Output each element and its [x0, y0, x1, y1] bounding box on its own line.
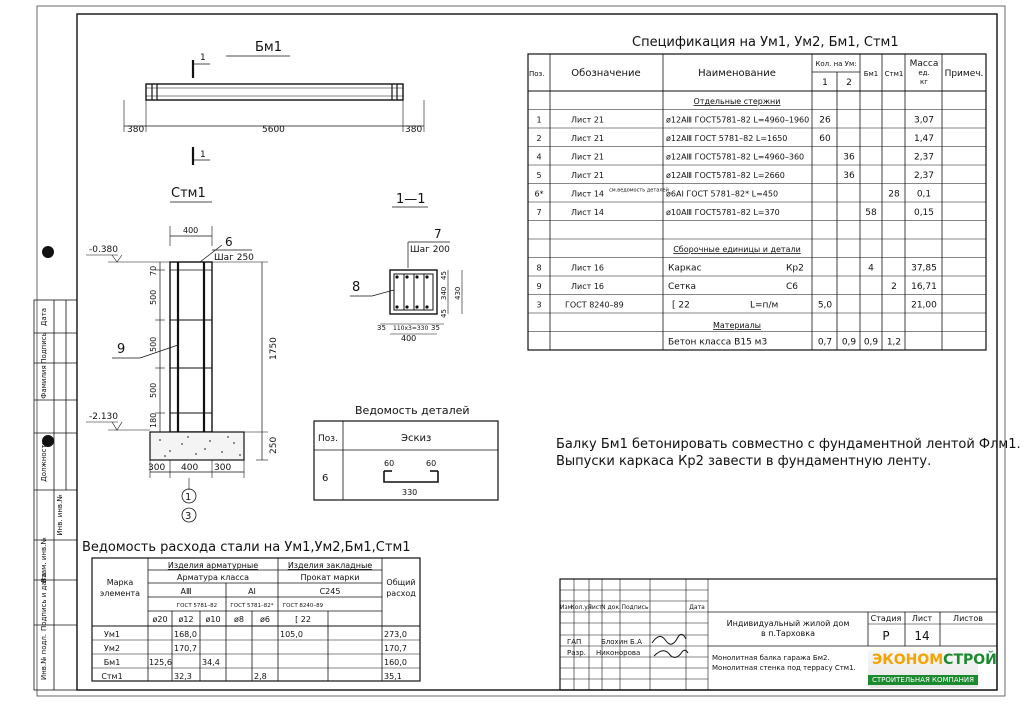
stm1-callout-step: Шаг 250	[214, 253, 254, 263]
logo-word-2: СТРОЙ	[943, 652, 997, 668]
side-label-4: Инв. инв.№	[56, 494, 64, 536]
stm1-callout-num: 6	[225, 235, 233, 249]
spec-row-pos: 3	[536, 300, 542, 310]
spec-row-mass: 16,71	[911, 282, 937, 292]
spec-row-mass: 2,37	[913, 171, 935, 181]
spec-row-designation: Лист 21	[571, 134, 604, 143]
spec-row-name: ø12AⅢ ГОСТ5781–82 L=4960–360	[666, 152, 805, 162]
stm1-vdim-5: 180	[149, 412, 158, 428]
spec-h-mass: Масса ед. кг	[909, 59, 939, 86]
steel-row-c3: 34,4	[202, 658, 220, 667]
tb-sheet: 14	[914, 629, 930, 643]
steel-row-total: 170,7	[384, 644, 407, 653]
steel-h-gost2: ГОСТ 5781–82*	[230, 603, 274, 609]
note-line-2: Выпуски каркаса Кр2 завести в фундаментную ленту.	[556, 454, 932, 469]
spec-row-name: [ 22	[672, 300, 690, 311]
steel-row-total: 35,1	[384, 672, 402, 681]
stm1-vdim-3: 500	[149, 336, 158, 352]
tb-sheets-h: Листов	[953, 614, 983, 623]
stm1-vdim-2: 500	[149, 289, 158, 305]
stm1-bdim-2: 400	[181, 463, 199, 473]
steel-row-c1: 125,6	[149, 658, 172, 667]
spec-row-q1: 60	[819, 134, 831, 144]
details-h-pos: Поз.	[318, 434, 338, 444]
details-table	[314, 404, 498, 500]
spec-row-pos: 8	[536, 263, 542, 273]
spec-row-stm1: 28	[888, 189, 900, 200]
spec-row-name: ø12AⅢ ГОСТ 5781–82 L=1650	[666, 134, 788, 143]
details-title: Ведомость деталей	[355, 404, 470, 417]
stm1-vdim-4: 500	[149, 382, 158, 398]
stm1-axis-3: 3	[185, 511, 192, 522]
steel-h-c245: С245	[319, 587, 341, 596]
spec-h-bm1: Бм1	[863, 70, 879, 78]
stm1-vdim-1: 70	[149, 265, 158, 276]
spec-row-q1: 5,0	[817, 300, 833, 311]
general-note	[556, 436, 1021, 470]
steel-row-total: 160,0	[384, 658, 407, 667]
steel-row-c2: 168,0	[174, 630, 197, 639]
stm1-top-width: 400	[183, 226, 199, 235]
steel-h-arm: Изделия арматурные	[167, 561, 259, 570]
details-row-pos: 6	[322, 473, 329, 484]
spec-row-name-right: L=п/м	[750, 300, 779, 311]
steel-table	[82, 540, 420, 681]
spec-row-designation-note: см.ведомость деталей	[609, 187, 669, 194]
spec-row-q2: 36	[843, 171, 855, 181]
steel-h-total: Общий расход	[386, 578, 416, 598]
stm1-title: Стм1	[171, 186, 206, 201]
section-bdim-edge2: 35	[431, 324, 440, 332]
stm1-bdim-3: 300	[214, 463, 232, 473]
spec-row-name: ø12AⅢ ГОСТ5781–82 L=2660	[666, 171, 785, 180]
spec-row-designation: Лист 21	[571, 152, 604, 162]
spec-title: Спецификация на Ум1, Ум2, Бм1, Стм1	[632, 35, 899, 50]
steel-row-c6: 105,0	[280, 630, 303, 639]
spec-row-bm1: 4	[868, 263, 874, 274]
spec-row-name: Сетка	[668, 282, 697, 292]
spec-h-note: Примеч.	[944, 69, 984, 79]
spec-material-q1: 0,7	[817, 337, 833, 348]
side-label-5: Взам. инв.№	[40, 537, 48, 583]
spec-row-name-right: С6	[786, 282, 799, 292]
punch-hole-top	[42, 246, 54, 258]
spec-row-designation: Лист 21	[571, 171, 604, 180]
spec-h-pos: Поз.	[529, 70, 545, 78]
spec-row-mass: 0,15	[913, 208, 935, 218]
tb-gap-name: Блохин Б.А	[601, 638, 642, 646]
logo-brand	[872, 652, 997, 668]
company-logo	[868, 650, 997, 688]
spec-h-name: Наименование	[698, 68, 776, 79]
section-bdim-inner: 110x3=330	[393, 325, 429, 332]
spec-row-pos: 7	[536, 208, 542, 217]
side-label-0: Дата	[40, 307, 48, 327]
spec-row-mass: 2,37	[913, 152, 935, 163]
spec-row-bm1: 58	[865, 208, 877, 218]
tb-h: Кол.уч	[570, 604, 592, 611]
bm1-dim-right: 380	[405, 125, 423, 135]
spec-row-designation: Лист 14	[571, 189, 604, 199]
steel-h-arm-class: Арматура класса	[177, 573, 249, 582]
steel-h-a1: AⅠ	[248, 587, 256, 596]
tb-stage: Р	[882, 629, 890, 643]
spec-row-name: ø12AⅢ ГОСТ5781–82 L=4960–1960	[666, 115, 810, 125]
tb-h: Подпись	[621, 604, 649, 611]
stm1-base-height: 250	[269, 436, 279, 454]
spec-row-designation: Лист 14	[571, 208, 604, 217]
side-label-3: Должность	[40, 440, 48, 482]
steel-row-c2: 170,7	[174, 644, 197, 653]
stm1-left-callout: 9	[117, 342, 126, 357]
side-label-1: Подпись	[40, 332, 48, 364]
steel-h-col: ø12	[178, 615, 194, 624]
spec-h-qty1: 1	[822, 78, 828, 88]
stm1-level-top: -0.380	[89, 245, 119, 255]
note-line-1: Балку Бм1 бетонировать совместно с фундаментной лентой Флм1.	[556, 437, 1021, 452]
details-sketch-dim-3: 330	[402, 488, 418, 497]
steel-row-mark: Бм1	[103, 658, 121, 667]
steel-row-c5: 2,8	[254, 672, 267, 681]
tb-h: Изм.	[559, 604, 575, 611]
steel-row-mark: Ум1	[104, 630, 120, 639]
tb-gap-role: ГАП	[567, 638, 582, 646]
tb-dev-name: Никонорова	[596, 649, 641, 657]
steel-h-prokat: Прокат марки	[300, 573, 360, 582]
spec-table	[528, 35, 986, 350]
spec-row-designation: Лист 16	[571, 263, 604, 273]
spec-row-pos: 2	[536, 134, 542, 143]
steel-row-total: 273,0	[384, 630, 407, 639]
stm1-total-height: 1750	[269, 337, 279, 360]
spec-row-mass: 3,07	[913, 115, 935, 126]
steel-h-gost3: ГОСТ 8240–89	[282, 603, 324, 609]
bm1-title: Бм1	[255, 40, 282, 55]
spec-row-mass: 0,1	[916, 189, 932, 200]
logo-tagline: СТРОИТЕЛЬНАЯ КОМПАНИЯ	[868, 675, 978, 685]
spec-material-stm1: 1,2	[886, 337, 902, 348]
steel-row-c2: 32,3	[174, 672, 192, 681]
stm1-axis-1: 1	[185, 492, 192, 503]
steel-title: Ведомость расхода стали на Ум1,Ум2,Бм1,Стм1	[82, 540, 411, 555]
spec-row-name: ø6AⅠ ГОСТ 5781–82* L=450	[666, 189, 779, 199]
spec-row-designation: Лист 16	[571, 282, 604, 291]
bm1-section-marker-bottom: 1	[200, 150, 206, 160]
spec-material-name: Бетон класса В15 м3	[668, 337, 768, 348]
steel-h-mark: Марка элемента	[99, 578, 141, 598]
bm1-dim-left: 380	[127, 125, 145, 135]
side-label-6: Подпись и дата	[40, 573, 48, 631]
spec-row-name-right: Кр2	[786, 263, 804, 274]
side-label-7: Инв.№ подл.	[40, 633, 48, 681]
steel-h-col: [ 22	[295, 615, 311, 624]
section-rdim-4: 45	[440, 309, 448, 318]
section-bdim-total: 400	[401, 334, 417, 343]
section-rdim-3: 430	[454, 286, 462, 300]
section-callout-num: 7	[434, 227, 442, 241]
spec-material-bm1: 0,9	[863, 337, 879, 348]
bm1-dim-main: 5600	[262, 125, 285, 135]
steel-h-col: ø6	[260, 615, 270, 624]
section-rdim-2: 340	[440, 286, 448, 300]
spec-row-pos: 9	[536, 282, 542, 291]
tb-h: N док.	[601, 604, 621, 611]
spec-row-mass: 37,85	[911, 263, 937, 274]
bm1-elevation	[124, 40, 424, 165]
tb-h: Дата	[689, 604, 705, 611]
spec-row-stm1: 2	[891, 282, 897, 292]
steel-h-col: ø10	[205, 615, 221, 624]
steel-h-col: ø8	[234, 615, 244, 624]
stm1-level-bottom: -2.130	[89, 412, 119, 422]
spec-h-qty2: 2	[846, 78, 852, 88]
spec-row-q1: 26	[819, 115, 831, 126]
details-sketch-dim-2: 60	[426, 459, 437, 468]
steel-row-mark: Стм1	[101, 672, 123, 681]
spec-h-qty-group: Кол. на Ум:	[815, 60, 857, 68]
logo-word-1: ЭКОНОМ	[872, 652, 944, 668]
spec-group-2: Сборочные единицы и детали	[673, 245, 801, 254]
steel-h-col: ø20	[152, 615, 168, 624]
stm1-bdim-1: 300	[148, 463, 166, 473]
spec-row-name: Каркас	[668, 263, 702, 274]
details-sketch-dim-1: 60	[384, 459, 395, 468]
tb-sheet-h: Лист	[911, 614, 933, 623]
details-h-sketch: Эскиз	[401, 433, 432, 444]
tb-dev-role: Разр.	[567, 649, 586, 657]
spec-row-pos: 4	[536, 152, 542, 162]
spec-row-pos: 1	[536, 115, 542, 125]
tb-stage-h: Стадия	[870, 614, 902, 623]
spec-row-name: ø10AⅢ ГОСТ5781–82 L=370	[666, 208, 780, 217]
section-left-callout: 8	[352, 280, 361, 295]
steel-row-mark: Ум2	[104, 644, 120, 653]
section-title: 1—1	[396, 192, 426, 207]
spec-h-stm1: Стм1	[884, 70, 904, 78]
spec-row-designation: Лист 21	[571, 115, 604, 125]
section-rdim-1: 45	[440, 271, 448, 280]
tb-h: Лист	[587, 604, 603, 611]
section-bdim-edge: 35	[377, 324, 386, 332]
spec-group-3: Материалы	[713, 321, 761, 330]
spec-material-q2: 0,9	[841, 337, 857, 348]
spec-h-designation: Обозначение	[571, 68, 641, 79]
section-1-1	[350, 192, 462, 343]
spec-row-mass: 21,00	[911, 300, 937, 311]
side-label-2: Фамилия	[40, 365, 48, 399]
steel-h-a3: AⅢ	[180, 587, 192, 596]
tb-desc: Монолитная балка гаража Бм2. Монолитная стенка под террасу Стм1.	[712, 654, 856, 672]
tb-project: Индивидуальный жилой дом в п.Тарховка	[726, 619, 850, 638]
spec-row-pos: 6*	[534, 189, 544, 199]
bm1-section-marker-top: 1	[200, 53, 206, 63]
spec-row-designation: ГОСТ 8240–89	[565, 300, 624, 310]
section-callout-step: Шаг 200	[410, 245, 450, 255]
spec-group-1: Отдельные стержни	[693, 97, 781, 106]
side-stamp-labels	[40, 308, 64, 680]
spec-row-q2: 36	[843, 152, 855, 163]
stm1-elevation	[86, 186, 279, 522]
spec-row-pos: 5	[536, 171, 542, 180]
steel-h-gost1: ГОСТ 5781–82	[176, 603, 218, 609]
spec-row-mass: 1,47	[913, 134, 935, 144]
steel-h-emb: Изделия закладные	[287, 561, 373, 570]
